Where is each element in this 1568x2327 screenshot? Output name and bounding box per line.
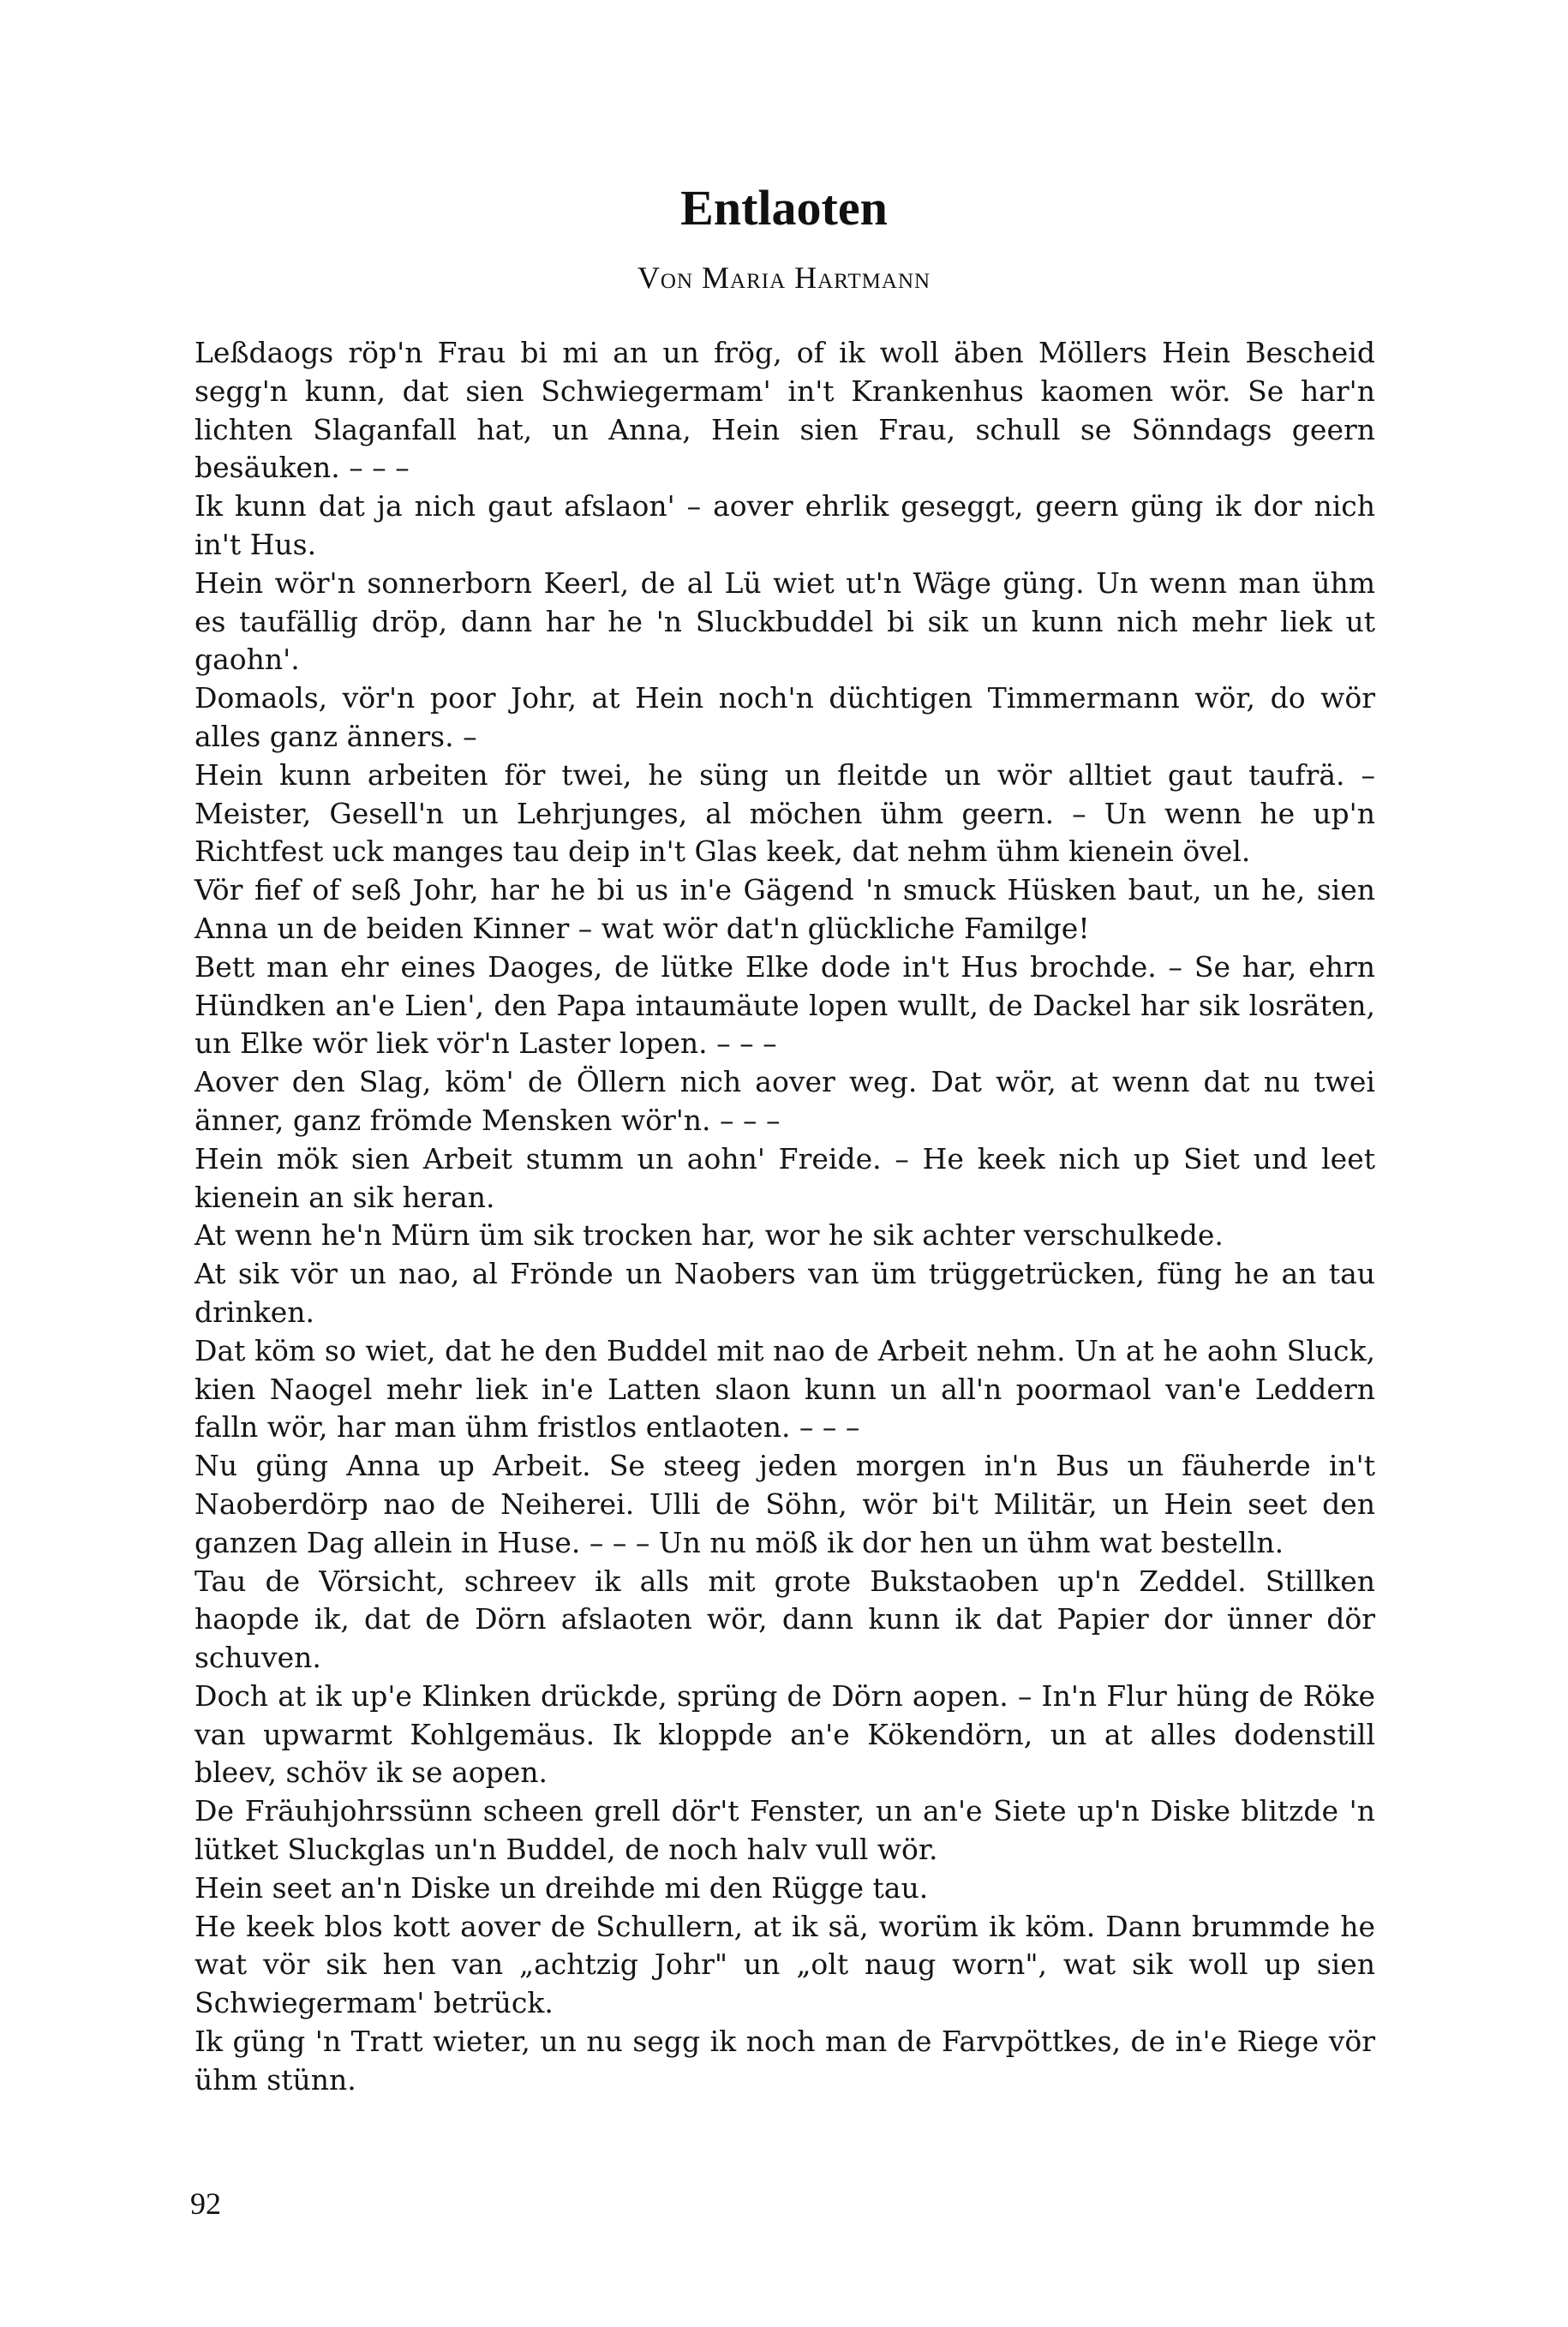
story-title: Entlaoten <box>680 180 888 236</box>
author-byline: Von Maria Hartmann <box>637 260 931 295</box>
paragraph: Hein seet an'n Diske un dreihde mi den Rügge tau. <box>195 1870 929 1905</box>
paragraph: Bett man ehr eines Daoges, de lütke Elke dode in't Hus brochde. – Se har, ehrn Hündken an'e Lien', den Papa intaumäute lopen wullt, de Dackel har sik losräten, un Elke wör liek vör'n Laster lopen. – – – <box>195 949 1375 1061</box>
paragraph: He keek blos kott aover de Schullern, at ik sä, worüm ik köm. Dann brummde he wat vör sik hen van „achtzig Johr" un „olt naug worn", wat sik woll up sien Schwiegermam' betrück. <box>195 1909 1375 2020</box>
paragraph: At wenn he'n Mürn üm sik trocken har, wor he sik achter verschulkede. <box>195 1218 1224 1253</box>
paragraph: Hein wör'n sonnerborn Keerl, de al Lü wiet ut'n Wäge güng. Un wenn man ühm es taufällig dröp, dann har he 'n Sluckbuddel bi sik un kunn nich mehr liek ut gaohn'. <box>195 565 1375 677</box>
paragraph: Dat köm so wiet, dat he den Buddel mit nao de Arbeit nehm. Un at he aohn Sluck, kien Naogel mehr liek in'e Latten slaon kunn un all'n poormaol van'e Leddern falln wör, har man ühm fristlos entlaoten. – – – <box>195 1333 1375 1445</box>
paragraph: Leßdaogs röp'n Frau bi mi an un frög, of ik woll äben Möllers Hein Bescheid segg'n kunn, dat sien Schwiegermam' in't Krankenhus kaomen wör. Se har'n lichten Slaganfall hat, un Anna, Hein sien Frau, schull se Sönndags geern besäuken. – – – <box>195 336 1375 485</box>
paragraph: At sik vör un nao, al Frönde un Naobers van üm trüggetrücken, füng he an tau drinken. <box>195 1257 1375 1329</box>
paragraph: Aover den Slag, köm' de Öllern nich aover weg. Dat wör, at wenn dat nu twei änner, ganz frömde Mensken wör'n. – – – <box>195 1065 1375 1137</box>
paragraph: Ik güng 'n Tratt wieter, un nu segg ik noch man de Farvpöttkes, de in'e Riege vör ühm stünn. <box>195 2025 1375 2097</box>
story-body <box>195 334 1375 2100</box>
paragraph: Domaols, vör'n poor Johr, at Hein noch'n düchtigen Timmermann wör, do wör alles ganz änners. – <box>195 681 1375 753</box>
paragraph: Doch at ik up'e Klinken drückde, sprüng de Dörn aopen. – In'n Flur hüng de Röke van upwarmt Kohlgemäus. Ik kloppde an'e Kökendörn, un at alles dodenstill bleev, schöv ik se aopen. <box>195 1678 1375 1790</box>
paragraph: Tau de Vörsicht, schreev ik alls mit grote Bukstaoben up'n Zeddel. Stillken haopde ik, dat de Dörn afslaoten wör, dann kunn ik dat Papier dor ünner dör schuven. <box>195 1564 1375 1675</box>
paragraph: Hein mök sien Arbeit stumm un aohn' Freide. – He keek nich up Siet und leet kienein an sik heran. <box>195 1141 1375 1214</box>
paragraph: Hein kunn arbeiten för twei, he süng un fleitde un wör alltiet gaut taufrä. – Meister, Gesell'n un Lehrjunges, al möchen ühm geern. – Un wenn he up'n Richtfest uck manges tau deip in't Glas keek, dat nehm ühm kienein övel. <box>195 757 1375 869</box>
paragraph: De Fräuhjohrssünn scheen grell dör't Fenster, un an'e Siete up'n Diske blitzde 'n lütket Sluckglas un'n Buddel, de noch halv vull wör. <box>195 1794 1375 1867</box>
paragraph: Ik kunn dat ja nich gaut afslaon' – aover ehrlik geseggt, geern güng ik dor nich in't Hus. <box>195 489 1375 561</box>
page-number: 92 <box>190 2186 221 2221</box>
paragraph: Nu güng Anna up Arbeit. Se steeg jeden morgen in'n Bus un fäuherde in't Naoberdörp nao de Neiherei. Ulli de Söhn, wör bi't Militär, un Hein seet den ganzen Dag allein in Huse. – – – Un nu möß ik dor hen un ühm wat bestelln. <box>195 1449 1375 1559</box>
paragraph: Vör fief of seß Johr, har he bi us in'e Gägend 'n smuck Hüsken baut, un he, sien Anna un de beiden Kinner – wat wör dat'n glückliche Familge! <box>195 873 1375 945</box>
